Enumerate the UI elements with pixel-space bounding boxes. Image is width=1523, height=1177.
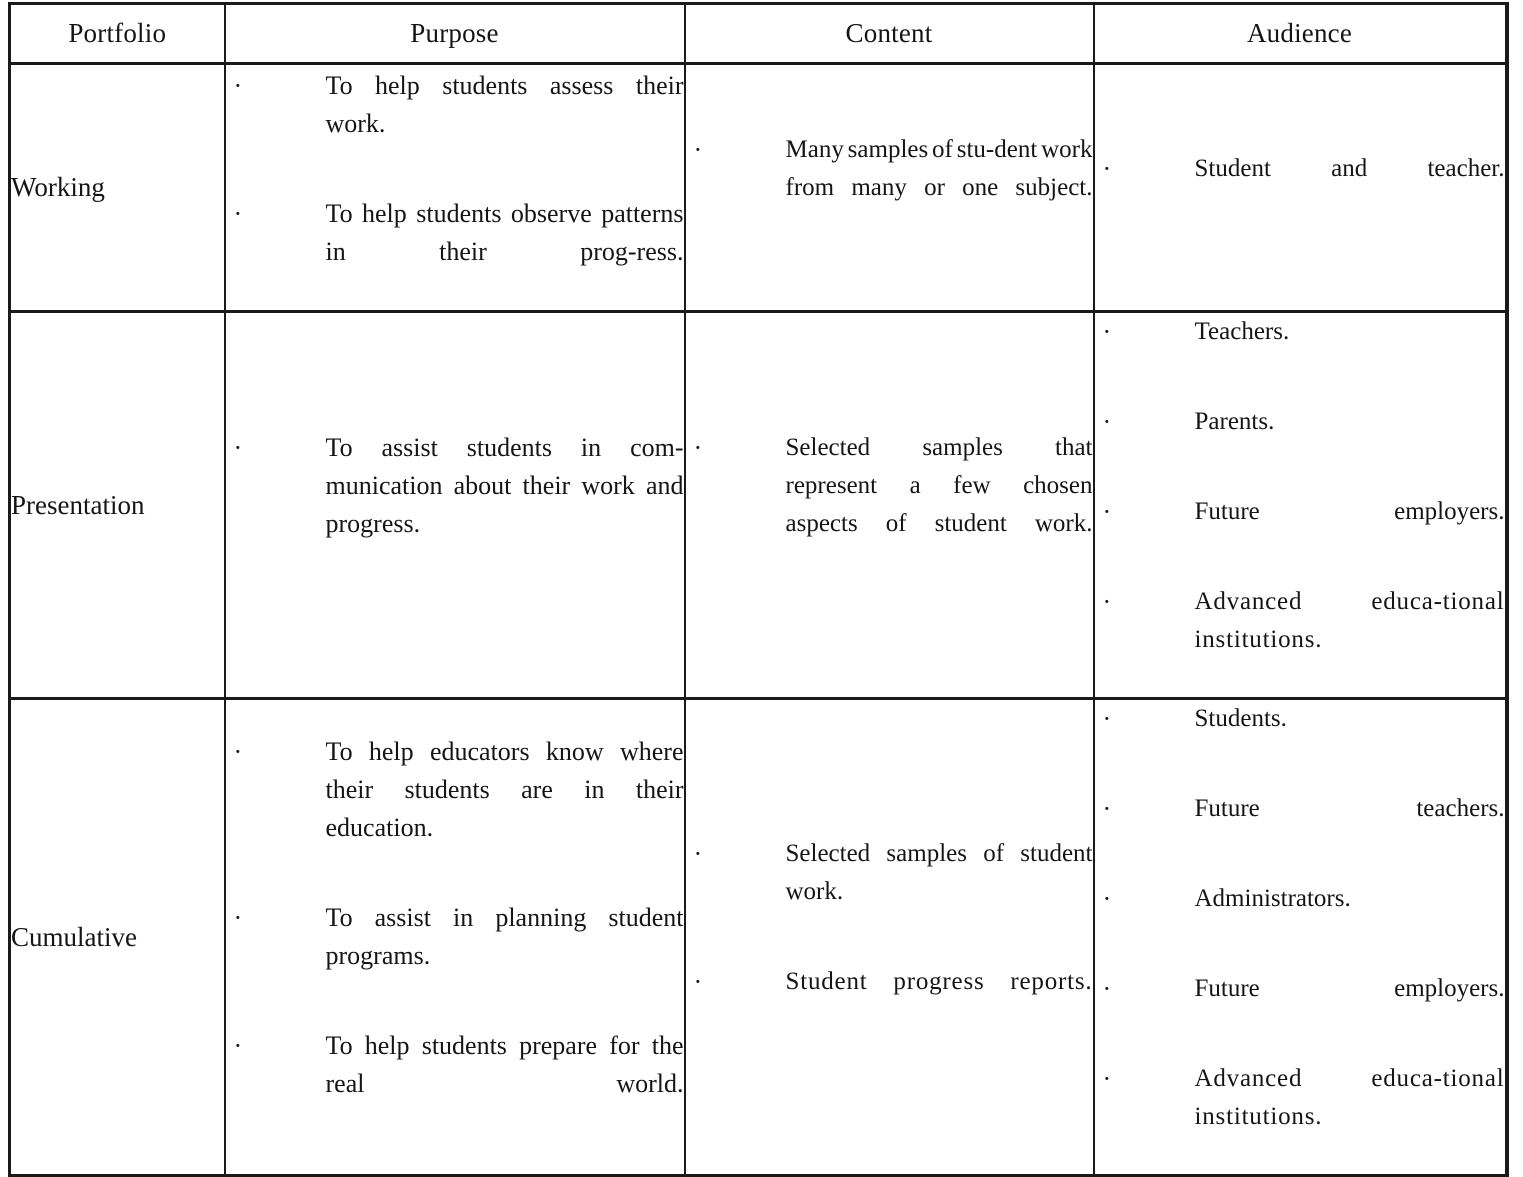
purpose-cell — [225, 312, 685, 699]
list-item-label: To help students observe patterns in their prog-ress. — [325, 198, 684, 266]
list-item — [686, 963, 1093, 1039]
list-item-label: Teachers. — [1194, 318, 1290, 345]
audience-bullet-list — [1095, 313, 1505, 697]
bullet-dot-icon: · — [233, 70, 243, 100]
list-item — [226, 899, 684, 1013]
bullet-dot-icon: · — [693, 839, 703, 868]
bullet-dot-icon: · — [233, 903, 243, 932]
list-item-label: Future employers. — [1194, 498, 1505, 525]
bullet-dot-icon: · — [233, 1031, 243, 1060]
bullet-dot-icon: · — [1102, 794, 1112, 823]
bullet-dot-icon: · — [233, 198, 243, 228]
table-row — [10, 699, 1507, 1176]
list-item-label: To assist in planning student programs. — [325, 903, 684, 970]
list-item — [226, 429, 684, 581]
list-item-label: Many samples of stu-dent work from many or one subject. — [785, 135, 1093, 201]
bullet-dot-icon: · — [233, 433, 243, 462]
list-item — [1095, 880, 1505, 956]
column-header-audience: Audience — [1094, 4, 1507, 64]
audience-cell — [1094, 699, 1507, 1176]
list-item — [1095, 700, 1505, 776]
table-row — [10, 64, 1507, 312]
list-item-label: Future employers. — [1194, 975, 1505, 1002]
audience-cell — [1094, 64, 1507, 312]
list-item — [1095, 1060, 1505, 1174]
list-item-label: To help educators know where their students are in their education. — [325, 737, 684, 842]
bullet-dot-icon: · — [693, 433, 703, 462]
list-item-label: Student and teacher. — [1194, 154, 1505, 182]
portfolio-type-label: Working — [10, 64, 225, 312]
column-header-content: Content — [685, 4, 1094, 64]
list-item — [1095, 493, 1505, 569]
portfolio-type-label: Presentation — [10, 312, 225, 699]
bullet-dot-icon: · — [1102, 153, 1112, 183]
table-row — [10, 312, 1507, 699]
list-item-label: Selected samples that represent a few chosen aspects of student work. — [785, 434, 1093, 537]
list-item-label: Students. — [1194, 705, 1287, 732]
purpose-cell — [225, 64, 685, 312]
purpose-bullet-list — [226, 733, 684, 1141]
bullet-dot-icon: · — [1102, 497, 1112, 526]
list-item — [1095, 150, 1505, 226]
column-header-portfolio: Portfolio — [10, 4, 225, 64]
audience-bullet-list — [1095, 150, 1505, 226]
audience-bullet-list — [1095, 700, 1505, 1174]
bullet-dot-icon: · — [693, 967, 703, 996]
list-item — [1095, 313, 1505, 389]
list-item-label: Administrators. — [1194, 885, 1351, 912]
bullet-dot-icon: · — [693, 134, 703, 164]
audience-cell — [1094, 312, 1507, 699]
list-item — [686, 131, 1093, 245]
bullet-dot-icon: · — [1102, 317, 1112, 346]
bullet-dot-icon: · — [1102, 587, 1112, 616]
list-item-label: Selected samples of student work. — [785, 840, 1093, 905]
content-cell — [685, 64, 1094, 312]
list-item — [226, 733, 684, 885]
list-item-label: Advanced educa-tional institutions. — [1194, 1065, 1505, 1130]
bullet-dot-icon: · — [1102, 1064, 1112, 1093]
list-item-label: Advanced educa-tional institutions. — [1194, 588, 1505, 653]
purpose-cell — [225, 699, 685, 1176]
purpose-bullet-list — [226, 67, 684, 309]
portfolio-comparison-table — [8, 2, 1509, 1177]
portfolio-type-label: Cumulative — [10, 699, 225, 1176]
list-item-label: To assist students in com-munication about their work and progress. — [325, 433, 684, 538]
list-item — [226, 195, 684, 309]
list-item — [1095, 970, 1505, 1046]
content-cell — [685, 312, 1094, 699]
list-item-label: To help students prepare for the real world. — [325, 1031, 684, 1098]
list-item-label: To help students assess their work. — [325, 70, 684, 138]
bullet-dot-icon: · — [1102, 974, 1112, 1003]
list-item — [686, 835, 1093, 949]
purpose-bullet-list — [226, 429, 684, 581]
list-item-label: Student progress reports. — [785, 968, 1093, 995]
list-item — [226, 67, 684, 181]
column-header-purpose: Purpose — [225, 4, 685, 64]
table-header-row — [10, 4, 1507, 64]
list-item-label: Future teachers. — [1194, 795, 1505, 822]
bullet-dot-icon: · — [233, 737, 243, 766]
list-item-label: Parents. — [1194, 408, 1275, 435]
bullet-dot-icon: · — [1102, 704, 1112, 733]
content-cell — [685, 699, 1094, 1176]
content-bullet-list — [686, 835, 1093, 1039]
list-item — [686, 429, 1093, 581]
list-item — [226, 1027, 684, 1141]
bullet-dot-icon: · — [1102, 884, 1112, 913]
list-item — [1095, 583, 1505, 697]
bullet-dot-icon: · — [1102, 407, 1112, 436]
content-bullet-list — [686, 429, 1093, 581]
list-item — [1095, 403, 1505, 479]
list-item — [1095, 790, 1505, 866]
content-bullet-list — [686, 131, 1093, 245]
